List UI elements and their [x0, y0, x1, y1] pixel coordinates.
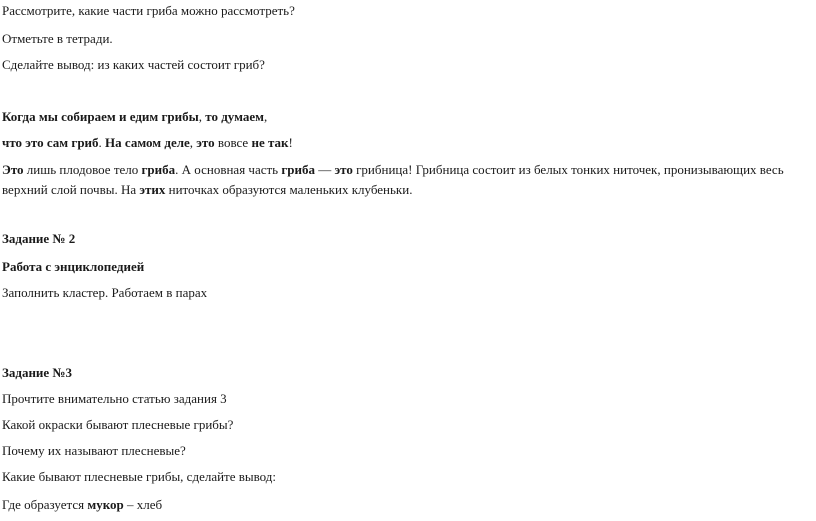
task3-question-3: Почему их называют плесневые? [2, 443, 186, 458]
statement-text: , [198, 109, 203, 124]
statement-text: вовсе [214, 135, 252, 150]
paragraph-text: . А основная часть [175, 162, 282, 177]
task2-title-text: Задание № 2 [2, 231, 76, 246]
mycelium-paragraph [2, 160, 814, 200]
paragraph-text: — [315, 162, 335, 177]
paragraph-text: грибница! Грибница состоит из белых тонких ниточек, пронизывающих весь верхний слой почвы. На [2, 162, 784, 197]
instruction-line-2: Отметьте в тетради. [2, 31, 113, 46]
statement-text: . [98, 135, 106, 150]
task2-title [2, 230, 75, 247]
paragraph-bold: гриба [141, 162, 176, 177]
statement-bold: На самом деле [105, 135, 190, 150]
task3-title [2, 364, 72, 381]
task3-q5-bold: мукор [87, 497, 124, 512]
statement-text: ! [288, 135, 293, 150]
statement-line-2 [2, 134, 293, 151]
task2-subtitle-text: Работа с энциклопедией [2, 259, 145, 274]
task3-title-text: Задание №3 [2, 365, 73, 380]
task3-question-5 [2, 496, 162, 513]
statement-bold: что это сам гриб [2, 135, 99, 150]
task3-q5-start: Где образуется [2, 497, 88, 512]
task3-q5-end: – хлеб [123, 497, 163, 512]
task3-question-1: Прочтите внимательно статью задания 3 [2, 391, 227, 406]
instruction-line-1: Рассмотрите, какие части гриба можно рассмотреть? [2, 3, 295, 18]
paragraph-bold: гриба [281, 162, 315, 177]
paragraph-bold: это [334, 162, 353, 177]
statement-text: , [264, 109, 268, 124]
statement-text: , [189, 135, 197, 150]
task3-question-2: Какой окраски бывают плесневые грибы? [2, 417, 234, 432]
task2-text: Заполнить кластер. Работаем в парах [2, 285, 208, 300]
paragraph-text: лишь плодовое тело [23, 162, 142, 177]
paragraph-text: ниточках образуются маленьких клубеньки. [165, 182, 413, 197]
task2-subtitle [2, 258, 144, 275]
statement-line-1 [2, 108, 267, 125]
paragraph-bold: этих [139, 182, 166, 197]
task3-question-4: Какие бывают плесневые грибы, сделайте вывод: [2, 469, 277, 484]
paragraph-bold: Это [2, 162, 24, 177]
statement-bold: это [196, 135, 215, 150]
instruction-line-3: Сделайте вывод: из каких частей состоит гриб? [2, 57, 265, 72]
statement-bold: то думаем [202, 109, 265, 124]
statement-bold: Когда мы собираем и едим грибы [2, 109, 199, 124]
statement-bold: не так [251, 135, 289, 150]
